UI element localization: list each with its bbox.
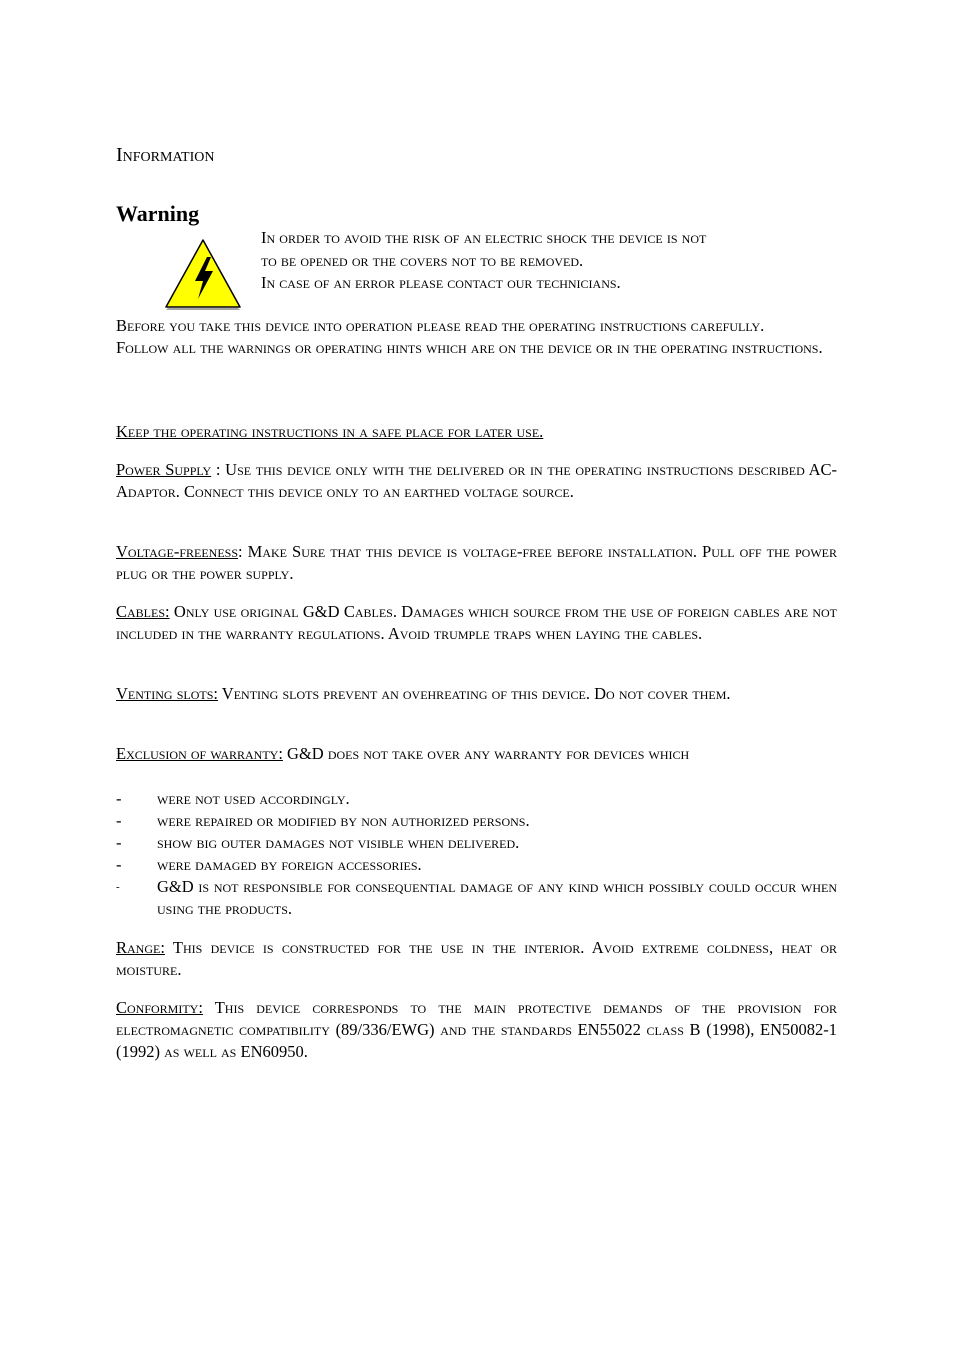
warranty-text: G&D does not take over any warranty for devices which [282, 744, 690, 763]
venting-label: Venting slots: [116, 684, 218, 703]
list-item: - G&D is not responsible for consequential damage of any kind which possibly could occur when using the products. [116, 877, 837, 918]
warranty-block [116, 743, 837, 765]
warning-title: Warning [116, 201, 200, 226]
voltage-block [116, 541, 837, 585]
keep-note [116, 421, 837, 443]
list-dash: - [116, 811, 122, 830]
conformity-block [116, 997, 837, 1063]
voltage-label: Voltage-freeness [116, 542, 239, 561]
conformity-label: Conformity: [116, 998, 203, 1017]
list-dash: - [116, 855, 122, 874]
list-dash: - [116, 833, 122, 852]
intro-block [116, 315, 837, 359]
warning-line: In case of an error please contact our technicians. [261, 273, 621, 292]
list-item: - were repaired or modified by non authorized persons. [116, 811, 530, 830]
intro-paragraph: Follow all the warnings or operating hints which are on the device or in the operating instructions. [116, 338, 823, 357]
conformity-text: This device corresponds to the main protective demands of the provision for electromagnetic compatibility (89/336/EWG) and the standards EN55022 class B (1998), EN50082-1 (1992) as well as EN60950. [116, 998, 837, 1061]
power-supply-label: Power Supply [116, 460, 212, 479]
list-item: - were not used accordingly. [116, 789, 350, 808]
range-block [116, 937, 837, 981]
range-label: Range: [116, 938, 165, 957]
venting-text: Venting slots prevent an ovehreating of this device. Do not cover them. [217, 684, 731, 703]
cables-text: Only use original G&D Cables. Damages which source from the use of foreign cables are not included in the warranty regulations. Avoid trumple traps when laying the cables. [116, 602, 837, 643]
warning-line: In order to avoid the risk of an electric shock the device is not [261, 228, 707, 247]
warranty-list [116, 788, 837, 920]
section-title: Information [116, 144, 215, 166]
venting-block [116, 683, 837, 705]
warning-line: to be opened or the covers not to be removed. [261, 250, 584, 270]
intro-paragraph: Before you take this device into operation please read the operating instructions carefully. [116, 316, 765, 335]
electric-shock-warning-icon [163, 237, 243, 311]
keep-note-text: Keep the operating instructions in a safe place for later use. [116, 422, 544, 441]
warning-text [261, 227, 837, 295]
power-supply-block [116, 459, 837, 503]
warranty-label: Exclusion of warranty: [116, 744, 283, 763]
range-text: This device is constructed for the use in the interior. Avoid extreme coldness, heat or moisture. [116, 938, 837, 979]
power-supply-text: : Use this device only with the delivered or in the operating instructions described AC-Adaptor. Connect this device only to an earthed voltage source. [116, 460, 837, 501]
cables-label: Cables: [116, 602, 170, 621]
list-item: - show big outer damages not visible when delivered. [116, 833, 520, 852]
list-item: - were damaged by foreign accessories. [116, 855, 422, 874]
cables-block [116, 601, 837, 645]
list-dash: - [116, 881, 120, 893]
voltage-text: : Make Sure that this device is voltage-free before installation. Pull off the power plug or the power supply. [116, 542, 837, 583]
list-dash: - [116, 789, 122, 808]
